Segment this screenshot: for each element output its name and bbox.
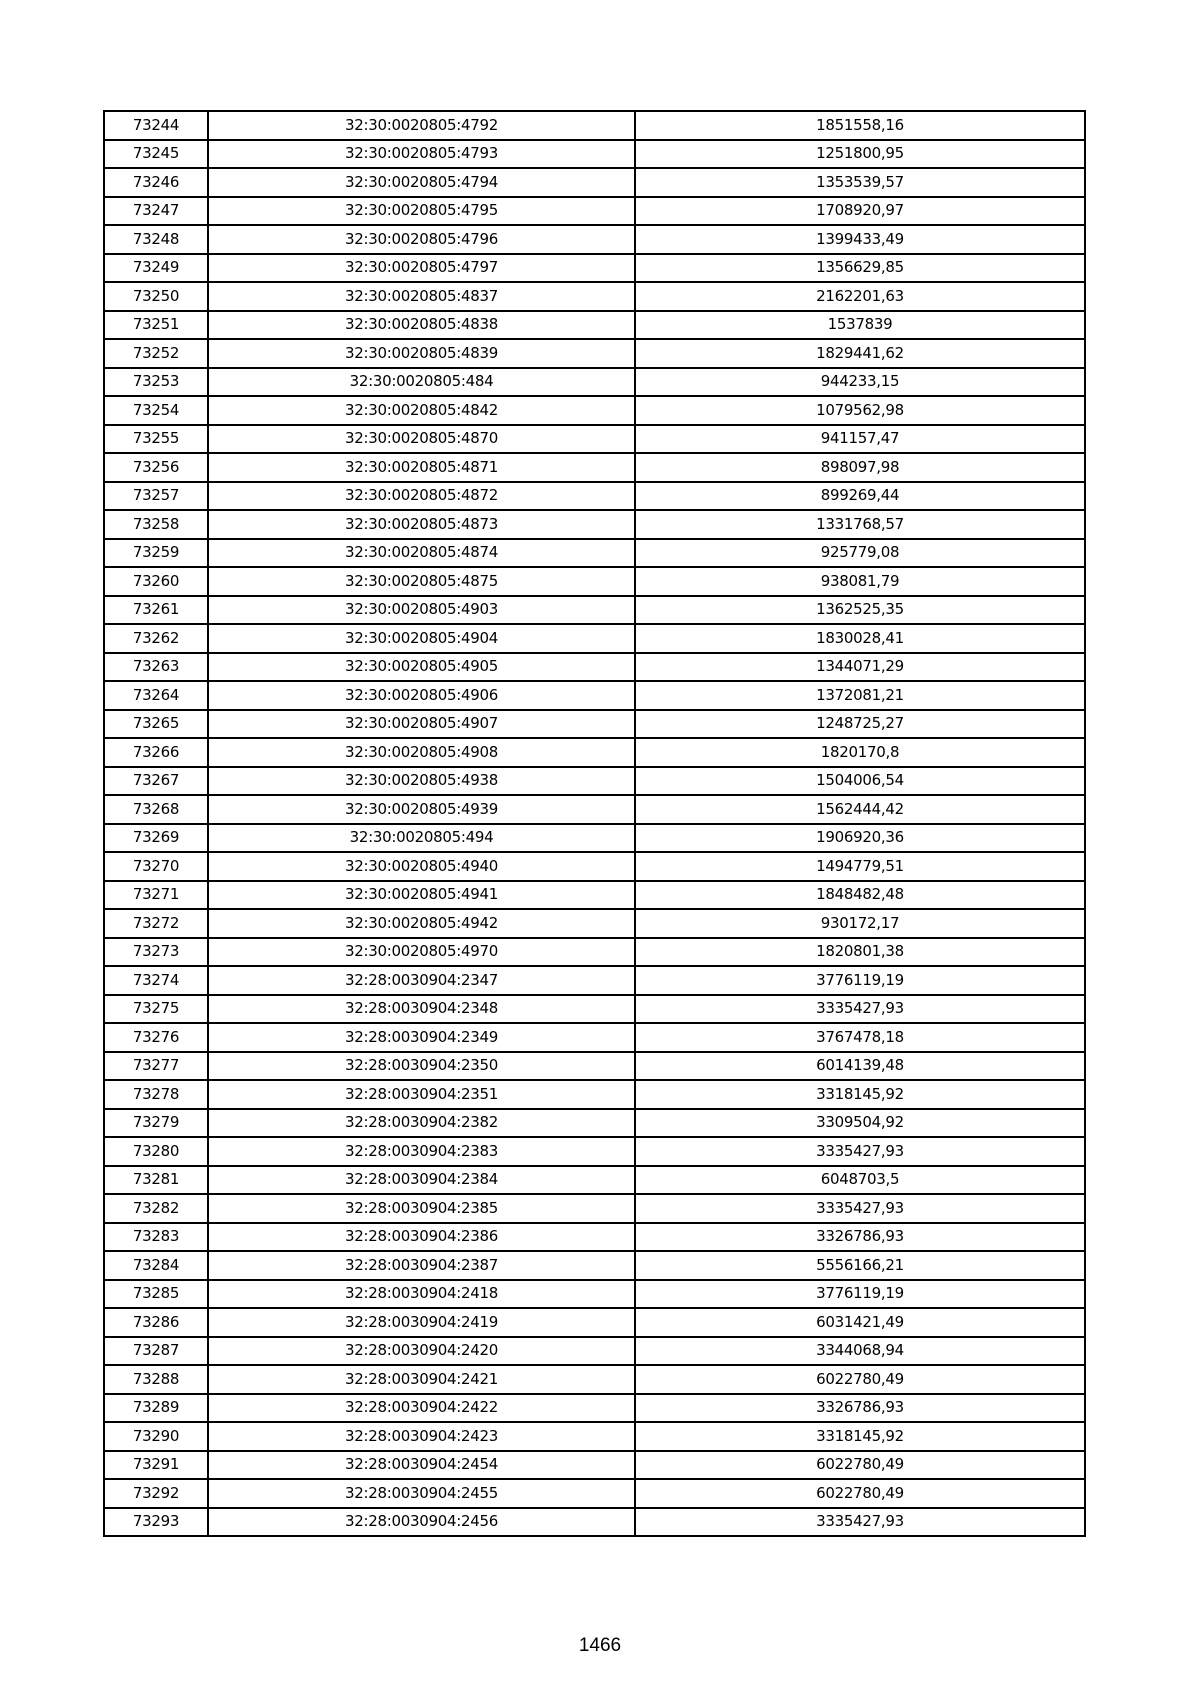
cadastral-number-cell: 32:30:0020805:4905 <box>208 653 635 682</box>
table-row <box>104 681 1085 710</box>
row-number-cell: 73280 <box>104 1137 208 1166</box>
table-row <box>104 1251 1085 1280</box>
row-number-cell: 73285 <box>104 1280 208 1309</box>
table-row <box>104 111 1085 140</box>
cadastral-number-cell: 32:28:0030904:2348 <box>208 995 635 1024</box>
value-cell: 3344068,94 <box>635 1337 1085 1366</box>
value-cell: 3767478,18 <box>635 1023 1085 1052</box>
value-cell: 1708920,97 <box>635 197 1085 226</box>
cadastral-number-cell: 32:28:0030904:2456 <box>208 1508 635 1537</box>
table-row <box>104 1023 1085 1052</box>
cadastral-number-cell: 32:30:0020805:4796 <box>208 225 635 254</box>
value-cell: 1830028,41 <box>635 624 1085 653</box>
cadastral-number-cell: 32:28:0030904:2423 <box>208 1422 635 1451</box>
row-number-cell: 73264 <box>104 681 208 710</box>
value-cell: 1372081,21 <box>635 681 1085 710</box>
row-number-cell: 73290 <box>104 1422 208 1451</box>
row-number-cell: 73248 <box>104 225 208 254</box>
table-row <box>104 1479 1085 1508</box>
row-number-cell: 73256 <box>104 453 208 482</box>
table-row <box>104 938 1085 967</box>
cadastral-number-cell: 32:28:0030904:2454 <box>208 1451 635 1480</box>
cadastral-number-cell: 32:28:0030904:2420 <box>208 1337 635 1366</box>
row-number-cell: 73244 <box>104 111 208 140</box>
value-cell: 944233,15 <box>635 368 1085 397</box>
table-row <box>104 197 1085 226</box>
row-number-cell: 73289 <box>104 1394 208 1423</box>
value-cell: 6014139,48 <box>635 1052 1085 1081</box>
row-number-cell: 73269 <box>104 824 208 853</box>
value-cell: 1331768,57 <box>635 510 1085 539</box>
table-row <box>104 510 1085 539</box>
row-number-cell: 73273 <box>104 938 208 967</box>
value-cell: 6031421,49 <box>635 1308 1085 1337</box>
cadastral-number-cell: 32:28:0030904:2349 <box>208 1023 635 1052</box>
row-number-cell: 73282 <box>104 1194 208 1223</box>
table-row <box>104 738 1085 767</box>
table-row <box>104 795 1085 824</box>
row-number-cell: 73268 <box>104 795 208 824</box>
table-row <box>104 1166 1085 1195</box>
cadastral-number-cell: 32:30:0020805:4794 <box>208 168 635 197</box>
value-cell: 1251800,95 <box>635 140 1085 169</box>
row-number-cell: 73275 <box>104 995 208 1024</box>
table-row <box>104 482 1085 511</box>
table-row <box>104 1109 1085 1138</box>
cadastral-number-cell: 32:28:0030904:2386 <box>208 1223 635 1252</box>
row-number-cell: 73272 <box>104 909 208 938</box>
table-row <box>104 168 1085 197</box>
cadastral-number-cell: 32:28:0030904:2384 <box>208 1166 635 1195</box>
value-cell: 5556166,21 <box>635 1251 1085 1280</box>
row-number-cell: 73249 <box>104 254 208 283</box>
row-number-cell: 73251 <box>104 311 208 340</box>
table-row <box>104 1422 1085 1451</box>
cadastral-number-cell: 32:30:0020805:4795 <box>208 197 635 226</box>
row-number-cell: 73288 <box>104 1365 208 1394</box>
value-cell: 1537839 <box>635 311 1085 340</box>
table-row <box>104 225 1085 254</box>
cadastral-number-cell: 32:30:0020805:4839 <box>208 339 635 368</box>
value-cell: 1079562,98 <box>635 396 1085 425</box>
table-row <box>104 1337 1085 1366</box>
cadastral-number-cell: 32:30:0020805:4874 <box>208 539 635 568</box>
cadastral-number-cell: 32:30:0020805:4873 <box>208 510 635 539</box>
value-cell: 1820801,38 <box>635 938 1085 967</box>
table-row <box>104 1223 1085 1252</box>
cadastral-number-cell: 32:30:0020805:4870 <box>208 425 635 454</box>
value-cell: 1353539,57 <box>635 168 1085 197</box>
row-number-cell: 73292 <box>104 1479 208 1508</box>
row-number-cell: 73274 <box>104 966 208 995</box>
value-cell: 3776119,19 <box>635 966 1085 995</box>
table-row <box>104 254 1085 283</box>
value-cell: 3335427,93 <box>635 1508 1085 1537</box>
row-number-cell: 73267 <box>104 767 208 796</box>
row-number-cell: 73247 <box>104 197 208 226</box>
table-row <box>104 852 1085 881</box>
table-row <box>104 1394 1085 1423</box>
row-number-cell: 73271 <box>104 881 208 910</box>
row-number-cell: 73254 <box>104 396 208 425</box>
table-row <box>104 453 1085 482</box>
cadastral-value-table <box>103 110 1086 1537</box>
row-number-cell: 73278 <box>104 1080 208 1109</box>
table-row <box>104 995 1085 1024</box>
cadastral-number-cell: 32:30:0020805:4906 <box>208 681 635 710</box>
row-number-cell: 73283 <box>104 1223 208 1252</box>
table-row <box>104 1365 1085 1394</box>
table-row <box>104 909 1085 938</box>
value-cell: 2162201,63 <box>635 282 1085 311</box>
table-row <box>104 1508 1085 1537</box>
value-cell: 1494779,51 <box>635 852 1085 881</box>
cadastral-number-cell: 32:30:0020805:4903 <box>208 596 635 625</box>
table-row <box>104 539 1085 568</box>
table-row <box>104 767 1085 796</box>
row-number-cell: 73255 <box>104 425 208 454</box>
row-number-cell: 73281 <box>104 1166 208 1195</box>
table-row <box>104 1080 1085 1109</box>
row-number-cell: 73246 <box>104 168 208 197</box>
value-cell: 6022780,49 <box>635 1479 1085 1508</box>
table-row <box>104 567 1085 596</box>
row-number-cell: 73286 <box>104 1308 208 1337</box>
cadastral-number-cell: 32:30:0020805:4940 <box>208 852 635 881</box>
row-number-cell: 73261 <box>104 596 208 625</box>
cadastral-number-cell: 32:28:0030904:2422 <box>208 1394 635 1423</box>
table-row <box>104 966 1085 995</box>
cadastral-number-cell: 32:30:0020805:4871 <box>208 453 635 482</box>
cadastral-number-cell: 32:28:0030904:2383 <box>208 1137 635 1166</box>
table-row <box>104 1052 1085 1081</box>
cadastral-number-cell: 32:30:0020805:4837 <box>208 282 635 311</box>
table-row <box>104 824 1085 853</box>
value-cell: 3776119,19 <box>635 1280 1085 1309</box>
row-number-cell: 73284 <box>104 1251 208 1280</box>
value-cell: 1356629,85 <box>635 254 1085 283</box>
row-number-cell: 73259 <box>104 539 208 568</box>
cadastral-number-cell: 32:28:0030904:2351 <box>208 1080 635 1109</box>
cadastral-number-cell: 32:30:0020805:4875 <box>208 567 635 596</box>
value-cell: 3318145,92 <box>635 1422 1085 1451</box>
table-row <box>104 1451 1085 1480</box>
cadastral-number-cell: 32:28:0030904:2350 <box>208 1052 635 1081</box>
cadastral-number-cell: 32:30:0020805:4907 <box>208 710 635 739</box>
row-number-cell: 73291 <box>104 1451 208 1480</box>
row-number-cell: 73260 <box>104 567 208 596</box>
table-row <box>104 881 1085 910</box>
value-cell: 3335427,93 <box>635 1194 1085 1223</box>
cadastral-number-cell: 32:28:0030904:2387 <box>208 1251 635 1280</box>
row-number-cell: 73287 <box>104 1337 208 1366</box>
value-cell: 6048703,5 <box>635 1166 1085 1195</box>
cadastral-number-cell: 32:28:0030904:2421 <box>208 1365 635 1394</box>
cadastral-number-cell: 32:28:0030904:2347 <box>208 966 635 995</box>
value-cell: 1820170,8 <box>635 738 1085 767</box>
table-row <box>104 311 1085 340</box>
row-number-cell: 73245 <box>104 140 208 169</box>
cadastral-number-cell: 32:30:0020805:4872 <box>208 482 635 511</box>
table-row <box>104 653 1085 682</box>
table-row <box>104 1308 1085 1337</box>
cadastral-number-cell: 32:30:0020805:4970 <box>208 938 635 967</box>
value-cell: 1906920,36 <box>635 824 1085 853</box>
value-cell: 930172,17 <box>635 909 1085 938</box>
cadastral-number-cell: 32:28:0030904:2382 <box>208 1109 635 1138</box>
table-row <box>104 396 1085 425</box>
row-number-cell: 73293 <box>104 1508 208 1537</box>
table-row <box>104 339 1085 368</box>
cadastral-number-cell: 32:30:0020805:494 <box>208 824 635 853</box>
value-cell: 1848482,48 <box>635 881 1085 910</box>
value-cell: 3318145,92 <box>635 1080 1085 1109</box>
value-cell: 1504006,54 <box>635 767 1085 796</box>
row-number-cell: 73277 <box>104 1052 208 1081</box>
value-cell: 1399433,49 <box>635 225 1085 254</box>
row-number-cell: 73279 <box>104 1109 208 1138</box>
table-row <box>104 1194 1085 1223</box>
cadastral-number-cell: 32:28:0030904:2385 <box>208 1194 635 1223</box>
value-cell: 925779,08 <box>635 539 1085 568</box>
cadastral-number-cell: 32:30:0020805:4939 <box>208 795 635 824</box>
row-number-cell: 73250 <box>104 282 208 311</box>
value-cell: 1362525,35 <box>635 596 1085 625</box>
value-cell: 1344071,29 <box>635 653 1085 682</box>
row-number-cell: 73262 <box>104 624 208 653</box>
table-body <box>104 111 1085 1536</box>
value-cell: 1851558,16 <box>635 111 1085 140</box>
value-cell: 1829441,62 <box>635 339 1085 368</box>
value-cell: 3326786,93 <box>635 1223 1085 1252</box>
value-cell: 899269,44 <box>635 482 1085 511</box>
value-cell: 898097,98 <box>635 453 1085 482</box>
row-number-cell: 73257 <box>104 482 208 511</box>
value-cell: 1248725,27 <box>635 710 1085 739</box>
value-cell: 6022780,49 <box>635 1451 1085 1480</box>
cadastral-number-cell: 32:30:0020805:4838 <box>208 311 635 340</box>
page-number: 1466 <box>578 1635 622 1656</box>
table-row <box>104 140 1085 169</box>
cadastral-number-cell: 32:30:0020805:4941 <box>208 881 635 910</box>
cadastral-number-cell: 32:30:0020805:4797 <box>208 254 635 283</box>
value-cell: 941157,47 <box>635 425 1085 454</box>
row-number-cell: 73270 <box>104 852 208 881</box>
cadastral-number-cell: 32:30:0020805:4792 <box>208 111 635 140</box>
cadastral-number-cell: 32:30:0020805:4938 <box>208 767 635 796</box>
table-row <box>104 1137 1085 1166</box>
row-number-cell: 73253 <box>104 368 208 397</box>
value-cell: 3309504,92 <box>635 1109 1085 1138</box>
cadastral-number-cell: 32:28:0030904:2419 <box>208 1308 635 1337</box>
cadastral-number-cell: 32:30:0020805:4908 <box>208 738 635 767</box>
cadastral-number-cell: 32:30:0020805:4793 <box>208 140 635 169</box>
value-cell: 1562444,42 <box>635 795 1085 824</box>
row-number-cell: 73258 <box>104 510 208 539</box>
table-row <box>104 596 1085 625</box>
value-cell: 3335427,93 <box>635 995 1085 1024</box>
cadastral-number-cell: 32:30:0020805:484 <box>208 368 635 397</box>
value-cell: 938081,79 <box>635 567 1085 596</box>
row-number-cell: 73276 <box>104 1023 208 1052</box>
value-cell: 3335427,93 <box>635 1137 1085 1166</box>
cadastral-number-cell: 32:30:0020805:4842 <box>208 396 635 425</box>
cadastral-number-cell: 32:30:0020805:4942 <box>208 909 635 938</box>
row-number-cell: 73263 <box>104 653 208 682</box>
table-row <box>104 425 1085 454</box>
row-number-cell: 73252 <box>104 339 208 368</box>
cadastral-number-cell: 32:30:0020805:4904 <box>208 624 635 653</box>
cadastral-number-cell: 32:28:0030904:2418 <box>208 1280 635 1309</box>
table-row <box>104 282 1085 311</box>
table-row <box>104 1280 1085 1309</box>
cadastral-number-cell: 32:28:0030904:2455 <box>208 1479 635 1508</box>
row-number-cell: 73265 <box>104 710 208 739</box>
value-cell: 6022780,49 <box>635 1365 1085 1394</box>
table-row <box>104 710 1085 739</box>
value-cell: 3326786,93 <box>635 1394 1085 1423</box>
row-number-cell: 73266 <box>104 738 208 767</box>
table-row <box>104 624 1085 653</box>
table-row <box>104 368 1085 397</box>
